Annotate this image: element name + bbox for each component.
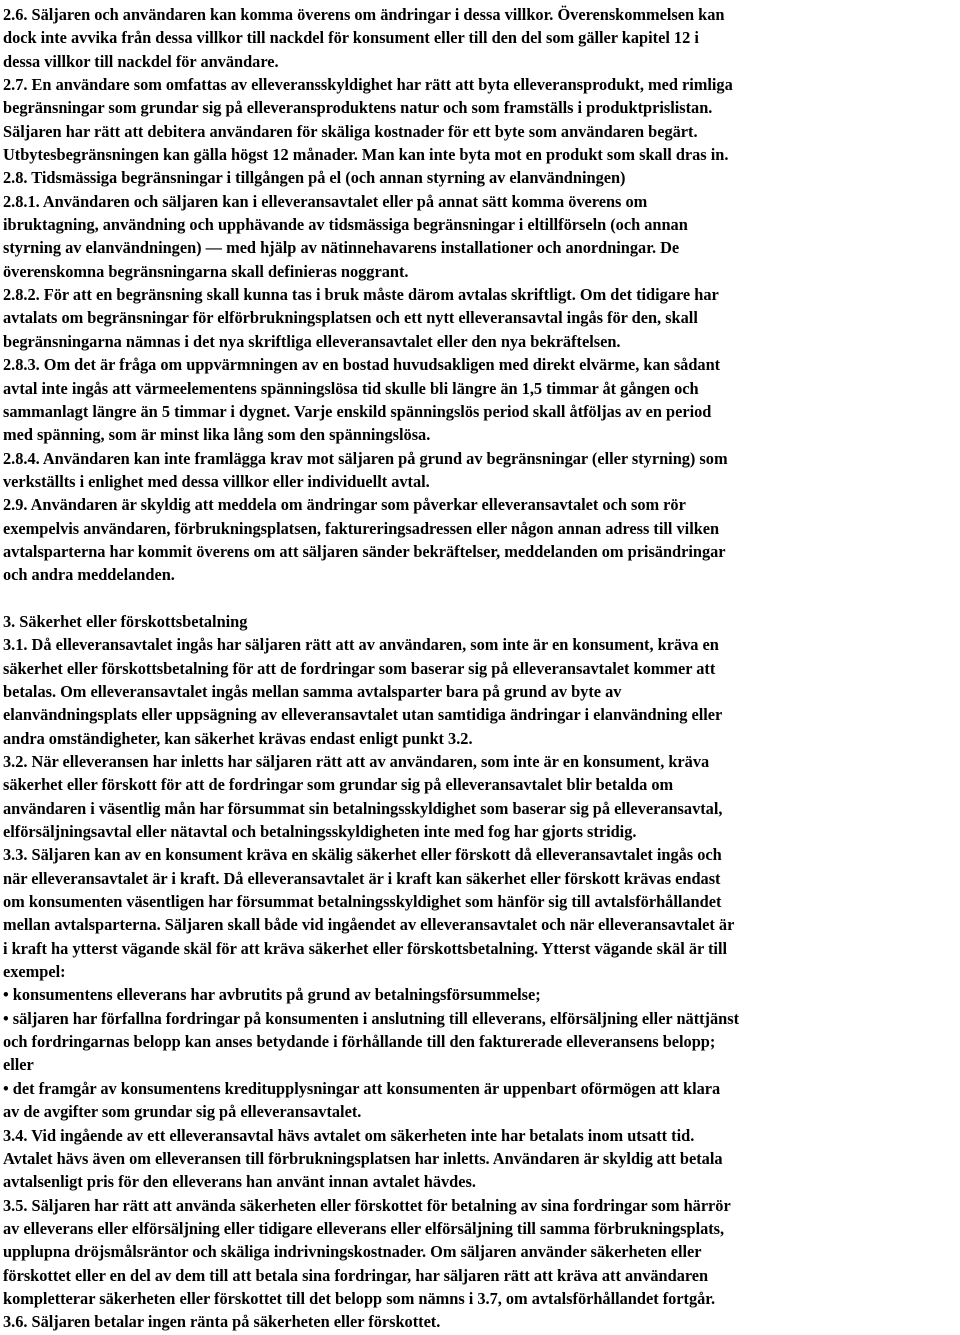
paragraph-p-3-1 bbox=[3, 633, 960, 750]
text-line: elförsäljningsavtal eller nätavtal och betalningsskyldigheten inte med fog har gjorts stridig. bbox=[3, 822, 637, 842]
text-line: avtalats om begränsningar för elförbrukningsplatsen och ett nytt elleveransavtal ingås för den, skall bbox=[3, 308, 698, 328]
text-line: elanvändningsplats eller uppsägning av elleveransavtalet utan samtidiga ändringar i elanvändning eller bbox=[3, 705, 723, 725]
text-line: förskottet eller en del av dem till att betala sina fordringar, har säljaren rätt att kräva att användaren bbox=[3, 1265, 709, 1285]
paragraph-p-2-8-2 bbox=[3, 283, 960, 353]
paragraph-p-2-8 bbox=[3, 166, 960, 189]
text-line: 2.7. En användare som omfattas av elleveransskyldighet har rätt att byta elleveransprodukt, med rimliga bbox=[3, 75, 733, 95]
text-line: ibruktagning, användning och upphävande av tidsmässiga begränsningar i eltillförseln (och annan bbox=[3, 215, 688, 235]
text-line: Utbytesbegränsningen kan gälla högst 12 månader. Man kan inte byta mot en produkt som skall dras in. bbox=[3, 145, 729, 165]
paragraph-p-2-8-3 bbox=[3, 353, 960, 446]
text-line: dock inte avvika från dessa villkor till nackdel för konsument eller till den del som gäller kapitel 12 i bbox=[3, 28, 699, 48]
text-line: betalas. Om elleveransavtalet ingås mellan samma avtalsparter bara på grund av byte av bbox=[3, 681, 622, 701]
text-line: 2.8.2. För att en begränsning skall kunna tas i bruk måste därom avtalas skriftligt. Om det tidigare har bbox=[3, 285, 719, 305]
text-line: när elleveransavtalet är i kraft. Då elleveransavtalet är i kraft kan säkerhet eller förskott krävas endast bbox=[3, 868, 721, 888]
text-line: 3. Säkerhet eller förskottsbetalning bbox=[3, 611, 248, 631]
text-line: 2.8.4. Användaren kan inte framlägga krav mot säljaren på grund av begränsningar (eller styrning) som bbox=[3, 448, 728, 468]
paragraph-p-2-6 bbox=[3, 3, 960, 73]
text-line: 2.8.1. Användaren och säljaren kan i elleveransavtalet eller på annat sätt komma överens om bbox=[3, 191, 648, 211]
text-line: exempelvis användaren, förbrukningsplatsen, faktureringsadressen eller någon annan adress till vilken bbox=[3, 518, 720, 538]
text-line: begränsningarna nämnas i det nya skriftliga elleveransavtalet eller den nya bekräftelsen. bbox=[3, 331, 621, 351]
text-line: 2.9. Användaren är skyldig att meddela om ändringar som påverkar elleveransavtalet och som rör bbox=[3, 495, 686, 515]
text-line: användaren i väsentlig mån har försummat sin betalningsskyldighet som baserar sig på elleveransavtal, bbox=[3, 798, 723, 818]
text-line: avtal inte ingås att värmeelementens spänningslösa tid skulle bli längre än 1,5 timmar åt gången och bbox=[3, 378, 699, 398]
text-line: 3.1. Då elleveransavtalet ingås har säljaren rätt att av användaren, som inte är en konsument, kräva en bbox=[3, 635, 719, 655]
text-line: säkerhet eller förskott för att de fordringar som grundar sig på elleveransavtalet blir betalda om bbox=[3, 775, 674, 795]
text-line: 3.3. Säljaren kan av en konsument kräva en skälig säkerhet eller förskott då elleveransavtalet ingås och bbox=[3, 845, 722, 865]
text-line: av elleverans eller elförsäljning eller tidigare elleverans eller elförsäljning till samma förbrukningsplats, bbox=[3, 1218, 725, 1238]
text-line: 3.4. Vid ingående av ett elleveransavtal hävs avtalet om säkerheten inte har betalats inom utsatt tid. bbox=[3, 1125, 695, 1145]
text-line: upplupna dröjsmålsräntor och skäliga indrivningskostnader. Om säljaren använder säkerheten eller bbox=[3, 1242, 702, 1262]
text-line: andra omständigheter, kan säkerhet krävas endast enligt punkt 3.2. bbox=[3, 728, 473, 748]
paragraph-p-3-6 bbox=[3, 1310, 960, 1333]
paragraph-p-3-2 bbox=[3, 750, 960, 843]
text-line: 3.6. Säljaren betalar ingen ränta på säkerheten eller förskottet. bbox=[3, 1312, 441, 1332]
text-line: mellan avtalsparterna. Säljaren skall både vid ingåendet av elleveransavtalet och när elleveransavtalet är bbox=[3, 915, 735, 935]
text-line: 2.8. Tidsmässiga begränsningar i tillgången på el (och annan styrning av elanvändningen) bbox=[3, 168, 626, 188]
text-line: kompletterar säkerheten eller förskottet till det belopp som nämns i 3.7, om avtalsförhållandet fortgår. bbox=[3, 1288, 716, 1308]
text-line: avtalsparterna har kommit överens om att säljaren sänder bekräftelser, meddelanden om prisändringar bbox=[3, 541, 726, 561]
text-line: om konsumenten väsentligen har försummat betalningsskyldighet som hänför sig till avtalsförhållandet bbox=[3, 892, 722, 912]
text-line: med spänning, som är minst lika lång som den spänningslösa. bbox=[3, 425, 431, 445]
text-line: • konsumentens elleverans har avbrutits på grund av betalningsförsummelse; bbox=[3, 985, 541, 1005]
paragraph-p-3-5 bbox=[3, 1194, 960, 1311]
text-line: styrning av elanvändningen) — med hjälp av nätinnehavarens installationer och anordningar. De bbox=[3, 238, 680, 258]
text-line: eller bbox=[3, 1055, 34, 1075]
text-line: exempel: bbox=[3, 962, 66, 982]
text-line: i kraft ha ytterst vägande skäl för att kräva säkerhet eller förskottsbetalning. Ytterst vägande skäl är till bbox=[3, 938, 728, 958]
text-line: dessa villkor till nackdel för användare. bbox=[3, 51, 279, 71]
text-line: 3.2. När elleveransen har inletts har säljaren rätt att av användaren, som inte är en konsument, kräva bbox=[3, 752, 710, 771]
paragraph-p-2-7 bbox=[3, 73, 960, 166]
paragraph-p-2-8-1 bbox=[3, 190, 960, 283]
text-line: överenskomna begränsningarna skall definieras noggrant. bbox=[3, 261, 409, 281]
text-line: avtalsenligt pris för den elleverans han använt innan avtalet hävdes. bbox=[3, 1172, 476, 1192]
text-line: verkställts i enlighet med dessa villkor eller individuellt avtal. bbox=[3, 471, 430, 491]
text-line: 3.5. Säljaren har rätt att använda säkerheten eller förskottet för betalning av sina fordringar som härrör bbox=[3, 1195, 731, 1215]
text-line: säkerhet eller förskottsbetalning för att de fordringar som baserar sig på elleveransavtalet kommer att bbox=[3, 658, 716, 678]
text-line: 2.6. Säljaren och användaren kan komma överens om ändringar i dessa villkor. Överenskommelsen kan bbox=[3, 5, 725, 24]
text-line: begränsningar som grundar sig på elleveransproduktens natur och som framställs i produktprislistan. bbox=[3, 98, 713, 118]
text-line: sammanlagt längre än 5 timmar i dygnet. Varje enskild spänningslös period skall åtföljas av en period bbox=[3, 401, 712, 421]
paragraph-p-3-4 bbox=[3, 1124, 960, 1194]
text-line: Avtalet hävs även om elleveransen till förbrukningsplatsen har inletts. Användaren är skyldig att betala bbox=[3, 1148, 723, 1168]
text-line: • säljaren har förfallna fordringar på konsumenten i anslutning till elleverans, elförsäljning eller nättjänst bbox=[3, 1008, 740, 1028]
text-line: och fordringarnas belopp kan anses betydande i förhållande till den fakturerade elleveransens belopp; bbox=[3, 1032, 716, 1052]
text-line: av de avgifter som grundar sig på elleveransavtalet. bbox=[3, 1102, 362, 1122]
paragraph-p-3-heading bbox=[3, 610, 960, 633]
text-line: och andra meddelanden. bbox=[3, 565, 175, 585]
text-line: 2.8.3. Om det är fråga om uppvärmningen av en bostad huvudsakligen med direkt elvärme, kan sådant bbox=[3, 355, 721, 375]
text-line: • det framgår av konsumentens kreditupplysningar att konsumenten är uppenbart oförmögen att klara bbox=[3, 1078, 721, 1098]
paragraph-p-2-8-4 bbox=[3, 447, 960, 494]
paragraph-p-3-3 bbox=[3, 843, 960, 1123]
blank-line bbox=[3, 587, 960, 610]
paragraph-p-2-9 bbox=[3, 493, 960, 586]
text-line: Säljaren har rätt att debitera användaren för skäliga kostnader för ett byte som användaren begärt. bbox=[3, 121, 698, 141]
